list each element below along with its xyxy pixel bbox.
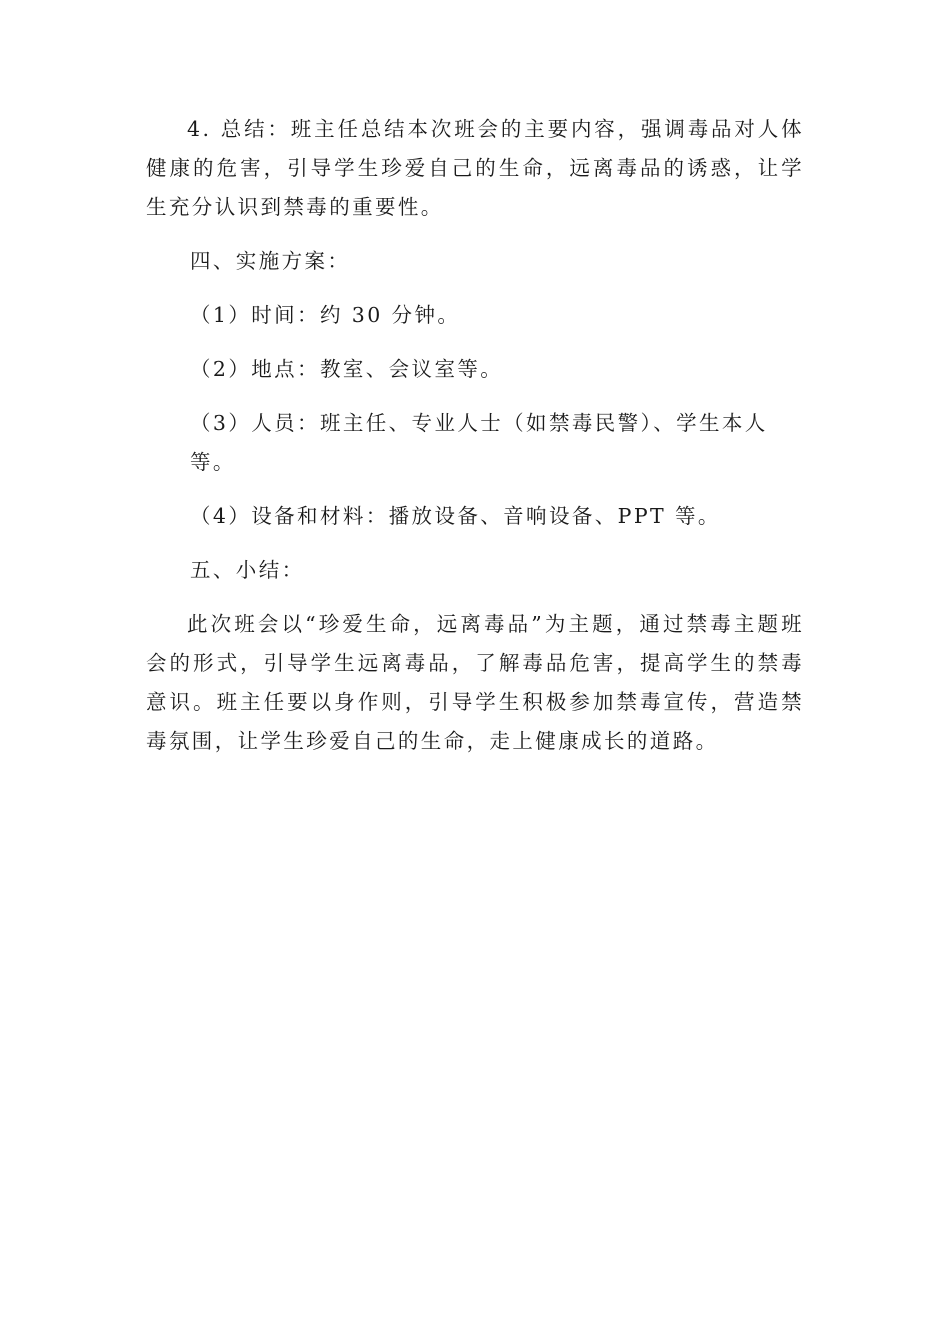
section-5-heading: 五、小结： xyxy=(190,558,305,582)
document-body xyxy=(146,110,804,761)
conclusion-paragraph: 此次班会以“珍爱生命，远离毒品”为主题，通过禁毒主题班会的形式，引导学生远离毒品，了解毒品危害，提高学生的禁毒意识。班主任要以身作则，引导学生积极参加禁毒宣传，营造禁毒氛围，让学生珍爱自己的生命，走上健康成长的道路。 xyxy=(146,612,804,753)
summary-point-4: 4. 总结：班主任总结本次班会的主要内容，强调毒品对人体健康的危害，引导学生珍爱自己的生命，远离毒品的诱惑，让学生充分认识到禁毒的重要性。 xyxy=(146,117,804,219)
plan-item-equipment: （4）设备和材料：播放设备、音响设备、PPT 等。 xyxy=(190,504,721,528)
plan-item-time: （1）时间：约 30 分钟。 xyxy=(190,303,461,327)
plan-item-personnel: （3）人员：班主任、专业人士（如禁毒民警）、学生本人等。 xyxy=(190,411,768,474)
plan-item-location: （2）地点：教室、会议室等。 xyxy=(190,357,504,381)
section-4-heading: 四、实施方案： xyxy=(190,249,351,273)
